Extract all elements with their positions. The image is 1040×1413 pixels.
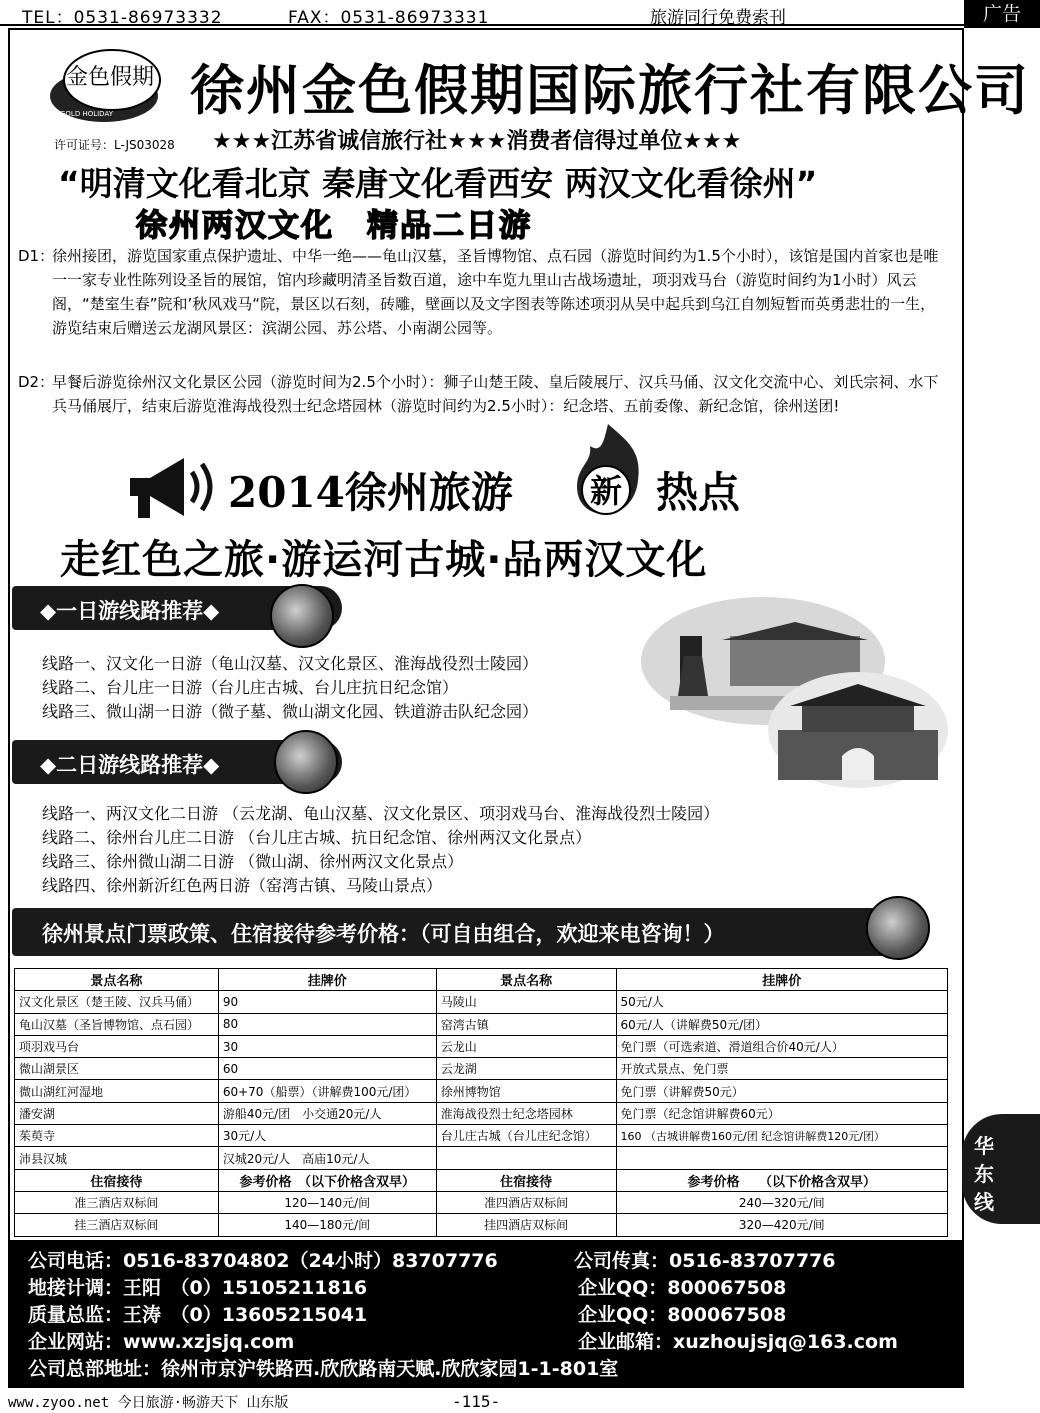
table-cell: 准三酒店双标间 bbox=[15, 1191, 219, 1213]
table-row bbox=[15, 1191, 948, 1213]
table-cell: 开放式景点、免门票 bbox=[616, 1058, 947, 1080]
logo-subtext: GOLD HOLIDAY bbox=[60, 110, 113, 118]
table-cell: 30 bbox=[218, 1035, 436, 1057]
table-cell: 马陵山 bbox=[436, 991, 616, 1013]
lion-knocker-icon bbox=[866, 896, 930, 960]
table-cell: 潘安湖 bbox=[15, 1102, 219, 1124]
table-cell: 挂四酒店双标间 bbox=[436, 1214, 616, 1236]
company-address: 公司总部地址：徐州市京沪铁路西.欣欣路南天赋.欣欣家园1-1-801室 bbox=[28, 1358, 619, 1380]
hot-title-part1: 2014徐州旅游 bbox=[228, 468, 513, 517]
table-cell: 微山湖红河湿地 bbox=[15, 1080, 219, 1102]
east-tab-char: 华 bbox=[974, 1134, 994, 1158]
table-cell: 60+70（船票）（讲解费100元/团） bbox=[218, 1080, 436, 1102]
company-website: 企业网站：www.xzjsjq.com bbox=[28, 1331, 295, 1353]
hot-title-part2: 热点 bbox=[656, 468, 741, 517]
table-cell: 准四酒店双标间 bbox=[436, 1191, 616, 1213]
license-number: 许可证号：L-JS03028 bbox=[54, 138, 175, 152]
new-badge-text: 新 bbox=[590, 472, 623, 510]
table-header-row bbox=[15, 969, 948, 991]
hotel-header-row bbox=[15, 1169, 948, 1191]
two-day-routes bbox=[42, 802, 719, 898]
route-item: 线路一、两汉文化二日游 （云龙湖、龟山汉墓、汉文化景区、项羽戏马台、淮海战役烈士陵园） bbox=[42, 804, 720, 823]
table-cell: 60 bbox=[218, 1058, 436, 1080]
table-header: 参考价格 （以下价格含双早） bbox=[218, 1169, 436, 1191]
table-cell: 挂三酒店双标间 bbox=[15, 1214, 219, 1236]
lion-knocker-icon bbox=[270, 584, 334, 648]
header-tel: TEL：0531-86973332 bbox=[22, 8, 223, 28]
day-text: 徐州接团，游览国家重点保护遗址、中华一绝——龟山汉墓，圣旨博物馆、点石园（游览时间约为1.5个小时），该馆是国内首家也是唯一一家专业性陈列设圣旨的展馆，馆内珍藏明清圣旨数百道，途中车览九里山古战场遗址，项羽戏马台（游览时间约为1小时）风云阁，“楚室生春”院和’秋风戏马“院，景区以石刻，砖雕，壁画以及文字图表等陈述项羽从吴中起兵到乌江自刎短暂而英勇悲壮的一生，游览结束后赠送云龙湖风景区：滨湖公园、苏公塔、小南湖公园等。 bbox=[52, 247, 939, 337]
company-fax: 公司传真：0516-83707776 bbox=[574, 1250, 836, 1272]
slogan: “明清文化看北京 秦唐文化看西安 两汉文化看徐州” bbox=[58, 164, 818, 203]
table-cell: 台儿庄古城（台儿庄纪念馆） bbox=[436, 1125, 616, 1147]
day-text: 早餐后游览徐州汉文化景区公园（游览时间为2.5个小时）：狮子山楚王陵、皇后陵展厅、汉兵马俑、汉文化交流中心、刘氏宗祠、水下兵马俑展厅，结束后游览淮海战役烈士纪念塔园林（游览时间约为2.5小时）：纪念塔、五前委像、新纪念馆，徐州送团! bbox=[52, 373, 939, 415]
table-cell: 50元/人 bbox=[616, 991, 947, 1013]
company-qq-1: 企业QQ：800067508 bbox=[578, 1277, 787, 1299]
table-row bbox=[15, 1102, 948, 1124]
company-qq-2: 企业QQ：800067508 bbox=[578, 1304, 787, 1326]
route-item: 线路二、徐州台儿庄二日游 （台儿庄古城、抗日纪念馆、徐州两汉文化景点） bbox=[42, 828, 592, 847]
day-label: D2： bbox=[18, 373, 55, 391]
table-header: 挂牌价 bbox=[616, 969, 947, 991]
company-email: 企业邮箱：xuzhoujsjq@163.com bbox=[578, 1331, 898, 1353]
table-header: 住宿接待 bbox=[436, 1169, 616, 1191]
magazine-site: www.zyoo.net 今日旅游·畅游天下 山东版 bbox=[8, 1395, 289, 1411]
table-header: 住宿接待 bbox=[15, 1169, 219, 1191]
header-fax: FAX：0531-86973331 bbox=[288, 8, 490, 28]
table-cell: 60元/人（讲解费50元/团） bbox=[616, 1013, 947, 1035]
table-cell bbox=[616, 1147, 947, 1169]
table-cell: 淮海战役烈士纪念塔园林 bbox=[436, 1102, 616, 1124]
route-item: 线路一、汉文化一日游（龟山汉墓、汉文化景区、淮海战役烈士陵园） bbox=[42, 654, 539, 673]
east-tab-char: 东 bbox=[974, 1162, 994, 1186]
table-cell: 云龙山 bbox=[436, 1035, 616, 1057]
table-header: 景点名称 bbox=[15, 969, 219, 991]
east-china-tab bbox=[962, 1114, 1040, 1224]
header-free-magazine: 旅游同行免费索刊 bbox=[650, 8, 786, 28]
lion-knocker-icon bbox=[274, 730, 338, 794]
route-item: 线路四、徐州新沂红色两日游（窑湾古镇、马陵山景点） bbox=[42, 876, 443, 895]
table-header: 景点名称 bbox=[436, 969, 616, 991]
route-item: 线路三、微山湖一日游（微子墓、微山湖文化园、铁道游击队纪念园） bbox=[42, 702, 539, 721]
day-label: D1： bbox=[18, 247, 55, 265]
table-cell: 30元/人 bbox=[218, 1125, 436, 1147]
east-tab-char: 线 bbox=[974, 1190, 994, 1214]
honor-line: ★★★江苏省诚信旅行社★★★消费者信得过单位★★★ bbox=[212, 129, 742, 154]
table-row bbox=[15, 991, 948, 1013]
table-row bbox=[15, 1058, 948, 1080]
table-cell: 微山湖景区 bbox=[15, 1058, 219, 1080]
top-bar bbox=[0, 0, 1040, 26]
route-item: 线路二、台儿庄一日游（台儿庄古城、台儿庄抗日纪念馆） bbox=[42, 678, 459, 697]
ad-label: 广告 bbox=[964, 0, 1040, 28]
price-banner-text: 徐州景点门票政策、住宿接待参考价格：（可自由组合，欢迎来电咨询！） bbox=[42, 922, 725, 946]
itinerary-day-2 bbox=[18, 370, 948, 418]
megaphone-icon bbox=[124, 450, 222, 524]
table-cell: 免门票（讲解费50元） bbox=[616, 1080, 947, 1102]
one-day-routes bbox=[42, 652, 538, 724]
itinerary-day-1 bbox=[18, 244, 948, 340]
table-row bbox=[15, 1035, 948, 1057]
table-row bbox=[15, 1125, 948, 1147]
table-cell: 240—320元/间 bbox=[616, 1191, 947, 1213]
table-cell: 窑湾古镇 bbox=[436, 1013, 616, 1035]
table-cell: 沛县汉城 bbox=[15, 1147, 219, 1169]
table-cell: 汉城20元/人 高庙10元/人 bbox=[218, 1147, 436, 1169]
table-cell bbox=[436, 1147, 616, 1169]
logo-text: 金色假期 bbox=[66, 65, 155, 90]
ancient-gate-photo bbox=[768, 670, 948, 790]
company-name: 徐州金色假期国际旅行社有限公司 bbox=[190, 58, 1030, 122]
table-cell: 140—180元/间 bbox=[218, 1214, 436, 1236]
route-item: 线路三、徐州微山湖二日游 （微山湖、徐州两汉文化景点） bbox=[42, 852, 464, 871]
new-flame-badge bbox=[568, 420, 650, 520]
table-cell: 免门票（可选索道、滑道组合价40元/人） bbox=[616, 1035, 947, 1057]
bottom-bar bbox=[0, 1390, 1040, 1413]
table-cell: 龟山汉墓（圣旨博物馆、点石园） bbox=[15, 1013, 219, 1035]
price-banner bbox=[12, 908, 912, 956]
one-day-title: ◆一日游线路推荐◆ bbox=[40, 599, 220, 623]
table-row bbox=[15, 1080, 948, 1102]
table-header: 参考价格 （以下价格含双早） bbox=[616, 1169, 947, 1191]
table-cell: 项羽戏马台 bbox=[15, 1035, 219, 1057]
contact-footer bbox=[10, 1240, 962, 1386]
table-cell: 徐州博物馆 bbox=[436, 1080, 616, 1102]
table-cell: 茱萸寺 bbox=[15, 1125, 219, 1147]
quality-contact: 质量总监：王涛 （0）13605215041 bbox=[28, 1304, 368, 1326]
table-row bbox=[15, 1147, 948, 1169]
table-row bbox=[15, 1013, 948, 1035]
table-row bbox=[15, 1214, 948, 1236]
dispatch-contact: 地接计调：王阳 （0）15105211816 bbox=[28, 1277, 368, 1299]
two-day-title: ◆二日游线路推荐◆ bbox=[40, 753, 220, 777]
page-number: -115- bbox=[452, 1392, 501, 1411]
table-cell: 汉文化景区（楚王陵、汉兵马俑） bbox=[15, 991, 219, 1013]
company-logo bbox=[46, 44, 164, 130]
table-cell: 90 bbox=[218, 991, 436, 1013]
table-cell: 160 （古城讲解费160元/团 纪念馆讲解费120元/团） bbox=[616, 1125, 947, 1147]
table-cell: 320—420元/间 bbox=[616, 1214, 947, 1236]
table-cell: 游船40元/团 小交通20元/人 bbox=[218, 1102, 436, 1124]
price-table bbox=[14, 968, 948, 1237]
table-cell: 80 bbox=[218, 1013, 436, 1035]
tour-subtitle: 徐州两汉文化 精品二日游 bbox=[136, 208, 532, 244]
tagline: 走红色之旅·游运河古城·品两汉文化 bbox=[60, 537, 708, 583]
table-cell: 云龙湖 bbox=[436, 1058, 616, 1080]
company-phone: 公司电话：0516-83704802（24小时）83707776 bbox=[28, 1250, 498, 1272]
table-cell: 免门票（纪念馆讲解费60元） bbox=[616, 1102, 947, 1124]
table-header: 挂牌价 bbox=[218, 969, 436, 991]
table-cell: 120—140元/间 bbox=[218, 1191, 436, 1213]
